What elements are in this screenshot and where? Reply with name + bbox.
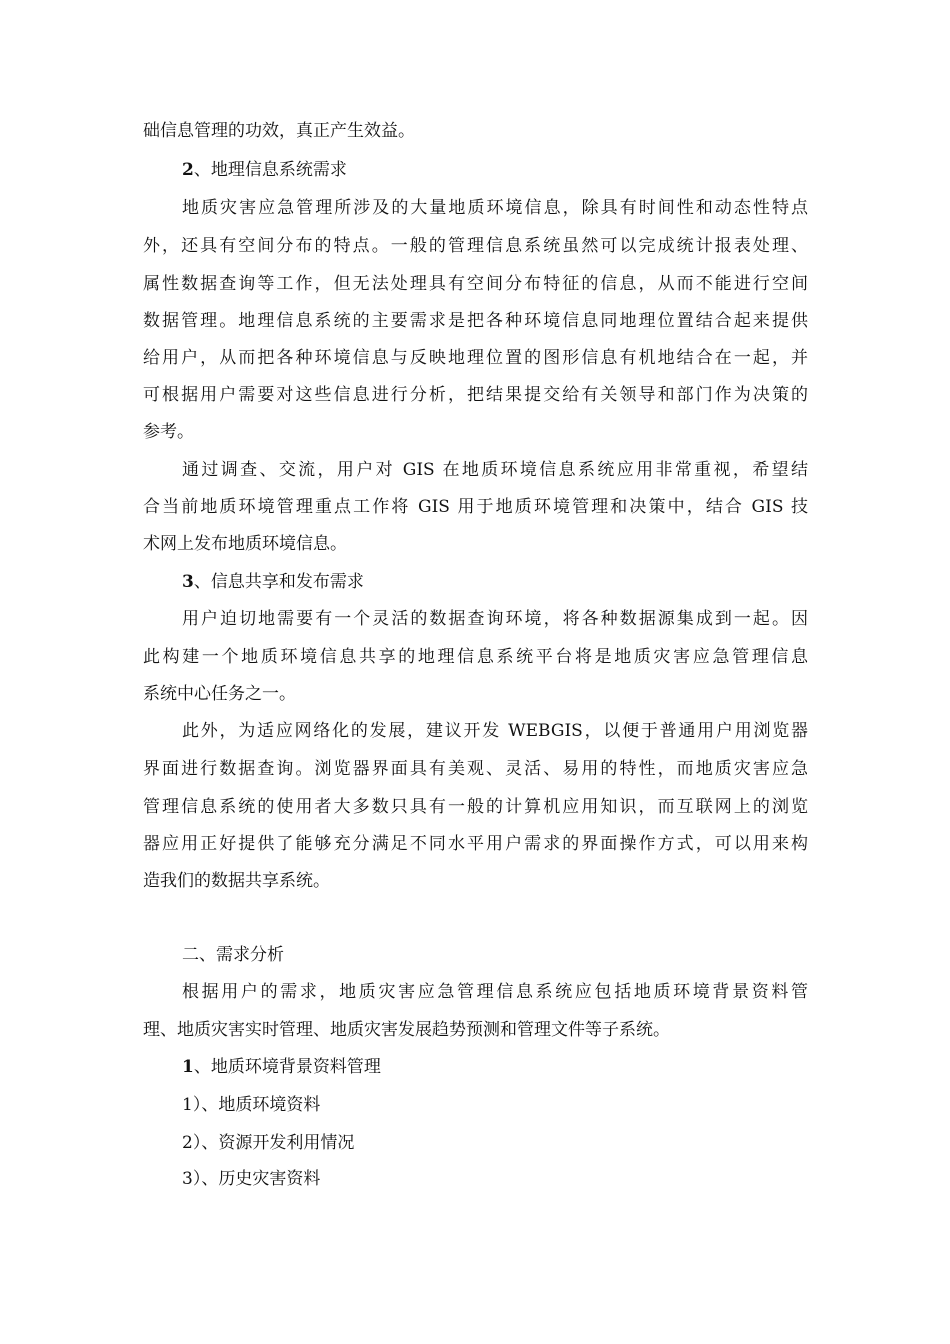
list-item: 2）、资源开发利用情况: [182, 1133, 355, 1153]
paragraph-line: 根据用户的需求，地质灾害应急管理信息系统应包括地质环境背景资料管: [182, 982, 808, 1002]
paragraph-line: 系统中心任务之一。: [143, 684, 296, 704]
list-item: 1）、地质环境资料: [182, 1095, 321, 1115]
paragraph-line: 属性数据查询等工作，但无法处理具有空间分布特征的信息，从而不能进行空间: [143, 274, 808, 294]
chapter-heading-requirements-analysis: 二、需求分析: [182, 945, 284, 965]
paragraph-line: 此外，为适应网络化的发展，建议开发 WEBGIS，以便于普通用户用浏览器: [182, 721, 808, 741]
paragraph-line: 术网上发布地质环境信息。: [143, 534, 347, 554]
heading-text: 、信息共享和发布需求: [193, 572, 364, 592]
heading-number: 3: [182, 572, 194, 592]
heading-text: 、地质环境背景资料管理: [193, 1057, 381, 1077]
paragraph-line: 用户迫切地需要有一个灵活的数据查询环境，将各种数据源集成到一起。因: [182, 609, 808, 629]
paragraph-line: 外，还具有空间分布的特点。一般的管理信息系统虽然可以完成统计报表处理、: [143, 236, 808, 256]
paragraph-line: 地质灾害应急管理所涉及的大量地质环境信息，除具有时间性和动态性特点: [182, 198, 808, 218]
paragraph-line: 器应用正好提供了能够充分满足不同水平用户需求的界面操作方式，可以用来构: [143, 834, 808, 854]
list-item: 3）、历史灾害资料: [182, 1169, 321, 1189]
paragraph-line: 合当前地质环境管理重点工作将 GIS 用于地质环境管理和决策中，结合 GIS 技: [143, 497, 808, 517]
paragraph-line: 通过调查、交流，用户对 GIS 在地质环境信息系统应用非常重视，希望结: [182, 460, 808, 480]
heading-text: 、地理信息系统需求: [193, 160, 347, 180]
heading-number: 2: [182, 160, 194, 180]
section-heading-background-data: [182, 1048, 808, 1086]
paragraph-line: 此构建一个地质环境信息共享的地理信息系统平台将是地质灾害应急管理信息: [143, 647, 808, 667]
heading-number: 1: [182, 1057, 194, 1077]
paragraph-line: 可根据用户需要对这些信息进行分析，把结果提交给有关领导和部门作为决策的: [143, 385, 808, 405]
paragraph-line: 给用户，从而把各种环境信息与反映地理位置的图形信息有机地结合在一起，并: [143, 348, 808, 368]
section-heading-gis-requirements: [182, 151, 808, 189]
paragraph-line: 管理信息系统的使用者大多数只具有一般的计算机应用知识，而互联网上的浏览: [143, 797, 808, 817]
paragraph-line: 理、地质灾害实时管理、地质灾害发展趋势预测和管理文件等子系统。: [143, 1020, 670, 1040]
paragraph-line: 数据管理。地理信息系统的主要需求是把各种环境信息同地理位置结合起来提供: [143, 311, 808, 331]
section-heading-sharing-requirements: [182, 563, 808, 601]
paragraph-line: 础信息管理的功效，真正产生效益。: [143, 121, 415, 141]
paragraph-line: 造我们的数据共享系统。: [143, 871, 330, 891]
paragraph-line: 界面进行数据查询。浏览器界面具有美观、灵活、易用的特性，而地质灾害应急: [143, 759, 808, 779]
paragraph-line: 参考。: [143, 422, 194, 442]
